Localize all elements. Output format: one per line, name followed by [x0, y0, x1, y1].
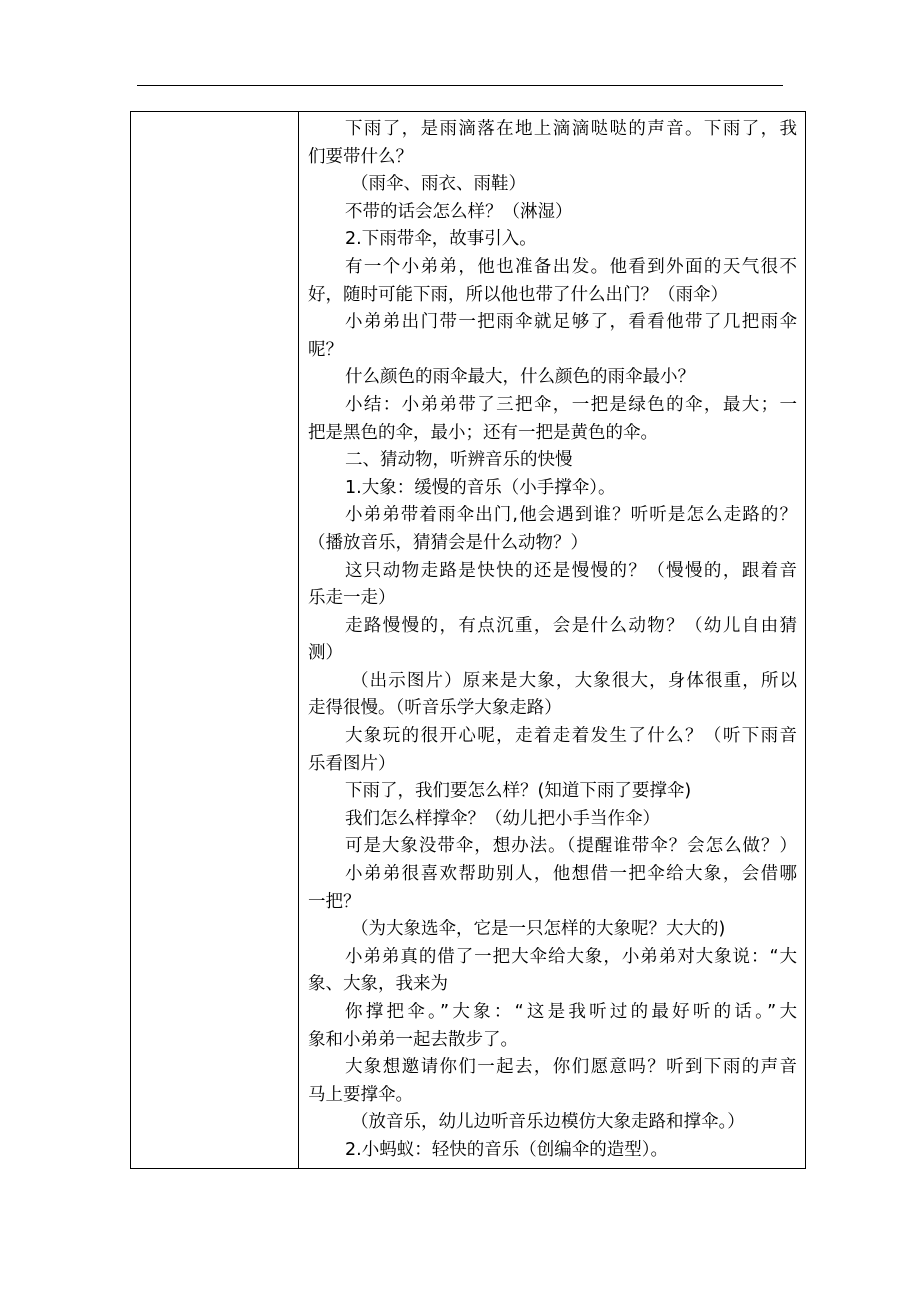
- text-line: 什么颜色的雨伞最大，什么颜色的雨伞最小？: [345, 367, 695, 388]
- text-line: 你撑把伞。”大象：“这是我听过的最好听的话。”大: [345, 1002, 797, 1022]
- text-line: 大象玩的很开心呢，走着走着发生了什么？（听下雨音: [345, 726, 797, 747]
- text-line: 二、猜动物，听辨音乐的快慢: [345, 450, 573, 471]
- table-left-cell: [131, 112, 299, 1168]
- header-rule: [137, 85, 783, 86]
- table-content-cell: [300, 112, 805, 1168]
- text-line: 有一个小弟弟，他也准备出发。他看到外面的天气很不: [345, 256, 797, 277]
- text-line: （放音乐，幼儿边听音乐边模仿大象走路和撑伞。）: [351, 1112, 745, 1133]
- text-line: 象和小弟弟一起去散步了。: [308, 1029, 518, 1050]
- text-line: 好，随时可能下雨，所以他也带了什么出门？（雨伞）: [308, 284, 728, 305]
- text-line: （雨伞、雨衣、雨鞋）: [351, 174, 526, 195]
- text-line: 大象想邀请你们一起去，你们愿意吗？听到下雨的声音: [345, 1057, 797, 1078]
- text-line: 呢？: [308, 339, 343, 360]
- lesson-table: [130, 111, 806, 1169]
- text-line: 乐走一走）: [308, 588, 396, 609]
- text-line: 1.大象：缓慢的音乐（小手撑伞）。: [345, 477, 616, 498]
- text-line: 们要带什么？: [308, 146, 413, 167]
- text-line: 这只动物走路是快快的还是慢慢的？（慢慢的，跟着音: [345, 560, 797, 581]
- text-line: 下雨了，是雨滴落在地上滴滴哒哒的声音。下雨了，我: [345, 119, 797, 139]
- text-line: 小弟弟出门带一把雨伞就足够了，看看他带了几把雨伞: [345, 312, 797, 333]
- text-line: 小弟弟带着雨伞出门,他会遇到谁？听听是怎么走路的？: [345, 505, 797, 526]
- text-line: 象、大象，我来为: [308, 974, 448, 995]
- text-line: （播放音乐，猜猜会是什么动物？）: [308, 532, 588, 553]
- text-line: 走路慢慢的，有点沉重，会是什么动物？（幼儿自由猜: [345, 615, 797, 636]
- text-line: 测）: [308, 643, 343, 664]
- text-line: 2.下雨带伞，故事引入。: [345, 229, 537, 250]
- text-line: 我们怎么样撑伞？（幼儿把小手当作伞）: [345, 808, 660, 829]
- text-line: 小弟弟很喜欢帮助别人，他想借一把伞给大象，会借哪: [345, 864, 797, 885]
- text-line: 一把？: [308, 891, 361, 912]
- text-line: 不带的话会怎么样？（淋湿）: [345, 201, 573, 222]
- text-line: 可是大象没带伞，想办法。（提醒谁带伞？会怎么做？）: [345, 836, 797, 857]
- text-line: 小结：小弟弟带了三把伞，一把是绿色的伞，最大；一: [345, 394, 797, 415]
- text-line: 马上要撑伞。: [308, 1084, 413, 1105]
- text-line: 小弟弟真的借了一把大伞给大象，小弟弟对大象说：“大: [345, 946, 797, 967]
- text-line: 2.小蚂蚁：轻快的音乐（创编伞的造型）。: [345, 1139, 668, 1160]
- text-line: 乐看图片）: [308, 753, 396, 774]
- text-line: （出示图片）原来是大象，大象很大，身体很重，所以: [351, 670, 797, 691]
- text-line: 把是黑色的伞，最小；还有一把是黄色的伞。: [308, 422, 658, 443]
- text-line: 走得很慢。（听音乐学大象走路）: [308, 698, 562, 719]
- text-line: 下雨了，我们要怎么样？(知道下雨了要撑伞): [345, 781, 692, 802]
- text-line: （为大象选伞，它是一只怎样的大象呢？大大的): [351, 919, 726, 940]
